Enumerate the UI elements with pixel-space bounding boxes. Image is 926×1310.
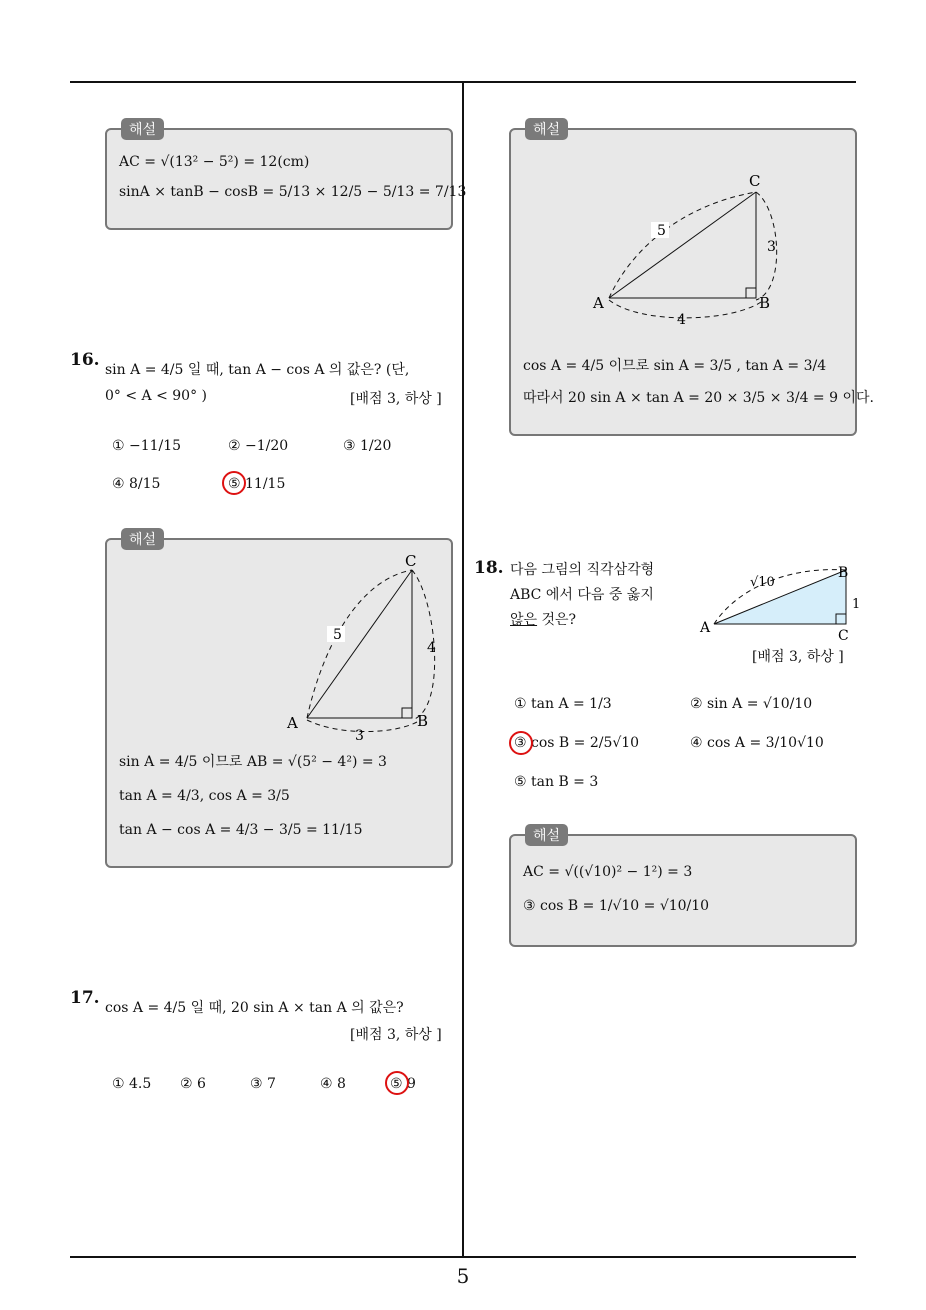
q16-solution-box: [105, 532, 453, 868]
q16-solution-line2: tan A = 4/3, cos A = 3/5: [119, 788, 290, 804]
q16-base-label: 3: [355, 728, 364, 744]
q18-triangle-figure: [696, 560, 866, 650]
q16-text2: 0° < A < 90° ): [105, 388, 208, 404]
q17-vertex-c: C: [749, 172, 761, 190]
q16-solution-line3: tan A − cos A = 4/3 − 3/5 = 11/15: [119, 822, 363, 838]
q17-option-1[interactable]: ① 4.5: [112, 1076, 152, 1092]
q18-vertex-b: B: [838, 565, 849, 581]
q15-solution-box: [105, 122, 467, 230]
solution-tag: 해설: [121, 528, 164, 550]
q18-hyp-label: √10: [750, 575, 775, 590]
q18-text3-rest: 것은?: [537, 612, 577, 628]
q17-option-2[interactable]: ② 6: [180, 1076, 206, 1092]
q17-option-3[interactable]: ③ 7: [250, 1076, 276, 1092]
q18-text2: ABC 에서 다음 중 옳지: [510, 587, 654, 603]
column-divider: [462, 82, 464, 1258]
q16-option-3[interactable]: ③ 1/20: [343, 438, 392, 454]
solution-tag: 해설: [121, 118, 164, 140]
q18-text3: [510, 610, 576, 630]
q16-meta: [배점 3, 하상 ]: [350, 391, 442, 407]
q17-option-5[interactable]: ⑤ 9: [390, 1076, 416, 1092]
q18-underlined-word: 않은: [510, 612, 538, 628]
q17-text1: cos A = 4/5 일 때, 20 sin A × tan A 의 값은?: [105, 1000, 404, 1016]
q16-solution-line1: sin A = 4/5 이므로 AB = √(5² − 4²) = 3: [119, 754, 387, 770]
q17-vert-label: 3: [767, 239, 776, 255]
q16-option-4[interactable]: ④ 8/15: [112, 476, 161, 492]
q16-triangle-figure: [107, 540, 455, 744]
q18-solution-line2: ③ cos B = 1/√10 = √10/10: [523, 898, 710, 914]
solution-tag: 해설: [525, 118, 568, 140]
q17-base-label: 4: [677, 312, 686, 328]
q16-hyp-label: 5: [333, 627, 342, 643]
q18-meta: [배점 3, 하상 ]: [752, 649, 844, 665]
q16-option-5[interactable]: ⑤ 11/15: [228, 476, 286, 492]
q18-option-1[interactable]: ① tan A = 1/3: [514, 696, 612, 712]
bottom-rule: [70, 1256, 856, 1258]
q18-text1: 다음 그림의 직각삼각형: [510, 562, 655, 578]
q18-option-4[interactable]: ④ cos A = 3/10√10: [690, 735, 824, 751]
q17-solution-box: [509, 122, 874, 436]
q18-solution-box: [509, 828, 857, 947]
q18-option-2[interactable]: ② sin A = √10/10: [690, 696, 813, 712]
solution-tag: 해설: [525, 824, 568, 846]
q17-vertex-b: B: [759, 294, 771, 312]
q16-vertex-c: C: [405, 552, 417, 570]
q17-answer-mark: [385, 1071, 409, 1095]
q17-triangle-figure: [511, 130, 859, 330]
q18-option-5[interactable]: ⑤ tan B = 3: [514, 774, 599, 790]
q17-solution-line1: cos A = 4/5 이므로 sin A = 3/5 , tan A = 3/4: [523, 358, 827, 374]
q17-option-4[interactable]: ④ 8: [320, 1076, 346, 1092]
q17-meta: [배점 3, 하상 ]: [350, 1027, 442, 1043]
q15-solution-line1: AC = √(13² − 5²) = 12(cm): [119, 154, 310, 170]
q18-option-3[interactable]: ③ cos B = 2/5√10: [514, 735, 640, 751]
q17-number: 17.: [70, 988, 100, 1008]
q16-text1: sin A = 4/5 일 때, tan A − cos A 의 값은? (단,: [105, 362, 410, 378]
q16-vert-label: 4: [427, 640, 436, 656]
q17-hyp-label: 5: [657, 223, 666, 239]
q17-solution-line2: 따라서 20 sin A × tan A = 20 × 3/5 × 3/4 = 9 이다.: [523, 390, 874, 406]
q18-solution-line1: AC = √((√10)² − 1²) = 3: [523, 864, 693, 880]
q16-vertex-b: B: [417, 712, 429, 730]
q16-answer-mark: [222, 471, 246, 495]
q16-vertex-a: A: [287, 714, 298, 732]
q17-vertex-a: A: [593, 294, 604, 312]
q18-number: 18.: [474, 558, 504, 578]
q18-answer-mark: [509, 731, 533, 755]
q16-number: 16.: [70, 350, 100, 370]
q18-vertex-c: C: [838, 628, 849, 644]
q18-vert-label: 1: [852, 597, 861, 612]
q16-option-2[interactable]: ② −1/20: [228, 438, 289, 454]
q18-vertex-a: A: [700, 620, 711, 636]
q16-option-1[interactable]: ① −11/15: [112, 438, 182, 454]
page-number: 5: [456, 1264, 470, 1288]
q15-solution-line2: sinA × tanB − cosB = 5/13 × 12/5 − 5/13 = 7/13: [119, 184, 467, 200]
